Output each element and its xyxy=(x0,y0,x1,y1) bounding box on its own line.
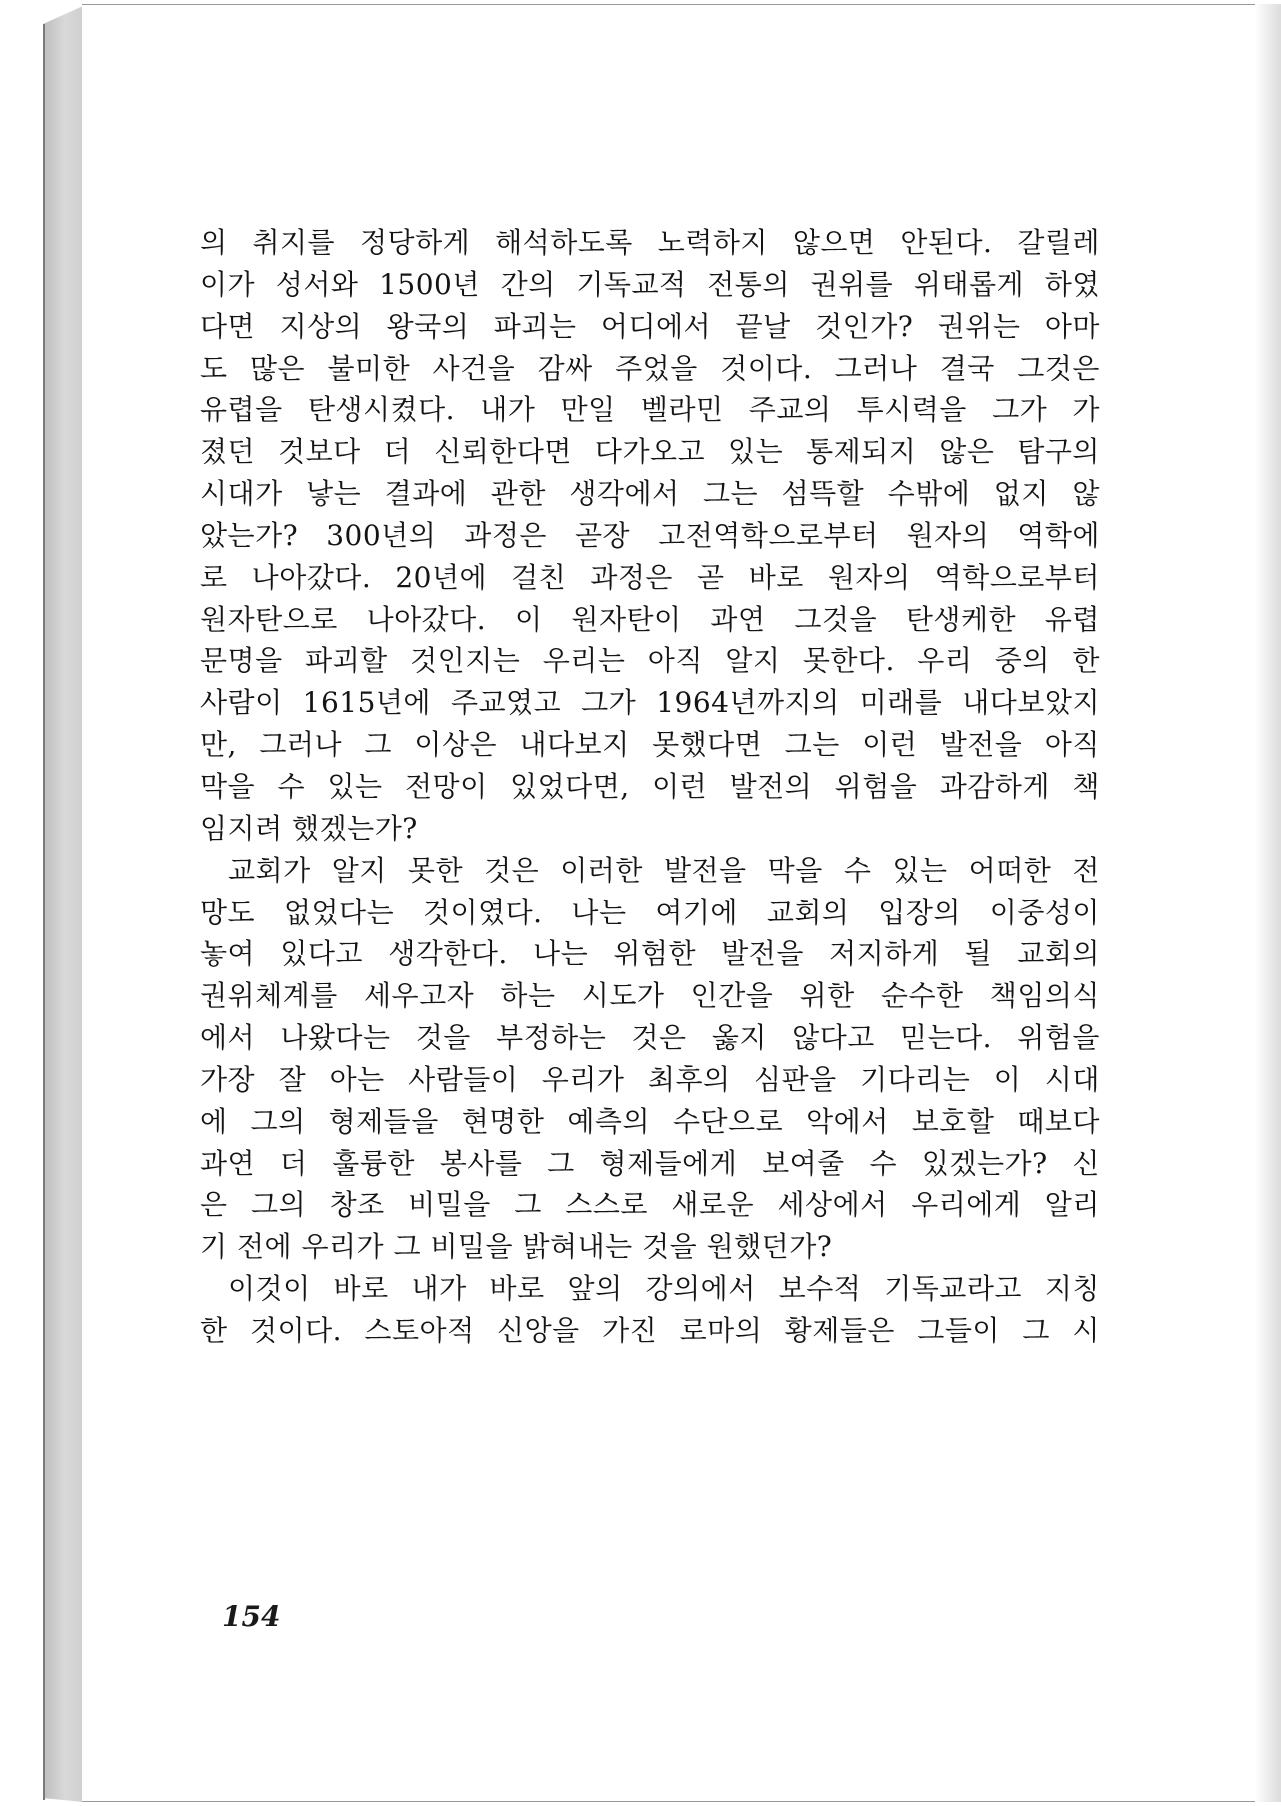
word: 것은 xyxy=(484,853,540,887)
word: 더 xyxy=(383,435,412,469)
word: 이상은 xyxy=(414,728,498,762)
word: 위험을 xyxy=(1017,1021,1100,1055)
word: 알지 xyxy=(725,644,781,678)
word: 결과에 xyxy=(384,477,468,511)
word: 전 xyxy=(1072,853,1100,887)
word: 주교의 xyxy=(748,393,832,427)
word: 신뢰한다면 xyxy=(434,435,572,469)
word: 전통의 xyxy=(707,267,790,301)
page-edge-shadow xyxy=(1255,4,1281,1802)
word: 그 xyxy=(514,1188,542,1222)
word: 것이다. xyxy=(249,1313,343,1347)
word: 비밀을 xyxy=(408,1188,491,1222)
word: 책 xyxy=(1072,769,1100,803)
word: 않 xyxy=(1072,477,1100,511)
text-line xyxy=(200,1059,1100,1101)
word: 전망이 xyxy=(405,769,488,803)
word: 내다보았지 xyxy=(962,686,1100,720)
word: 창조 xyxy=(329,1188,385,1222)
word: 알지 xyxy=(331,853,387,887)
word: 예측의 xyxy=(567,1104,650,1138)
word: 은 xyxy=(200,1188,228,1222)
word: 결국 xyxy=(939,351,995,385)
word: 여기에 xyxy=(655,895,738,929)
word: 못했다면 xyxy=(652,728,763,762)
word: 원자의 xyxy=(906,518,990,552)
word: 기다리는 xyxy=(860,1062,971,1096)
word: 나아갔다. xyxy=(251,560,372,594)
text-line xyxy=(200,473,1100,515)
word: 만, xyxy=(200,728,237,762)
word: 막을 xyxy=(767,853,823,887)
word: 위험을 xyxy=(834,769,918,803)
word: 내다보지 xyxy=(519,728,630,762)
word: 교회가 xyxy=(228,853,311,887)
word: 그 xyxy=(1022,1313,1050,1347)
word: 유렵을 xyxy=(200,393,283,427)
word: 시대가 xyxy=(200,477,283,511)
text-line xyxy=(200,1184,1100,1226)
text-line xyxy=(200,1268,1100,1310)
word: 바로 xyxy=(489,1272,545,1306)
word: 없었다는 xyxy=(283,895,395,929)
word: 나아갔다. xyxy=(366,602,487,636)
word: 순수한 xyxy=(880,979,964,1013)
word: 그들이 xyxy=(917,1313,1000,1347)
word: 다가오고 xyxy=(594,435,706,469)
word: 역학에 xyxy=(1017,518,1100,552)
word: 노력하지 xyxy=(657,226,768,259)
word: 가장 xyxy=(200,1062,256,1096)
word: 어디에서 xyxy=(600,309,712,343)
word: 취지를 xyxy=(252,226,336,259)
word: 하였 xyxy=(1044,267,1100,301)
word: 불미한 xyxy=(327,351,411,385)
word: 스토아적 xyxy=(364,1313,475,1347)
word: 아직 xyxy=(1044,728,1100,762)
text-line: 기 전에 우리가 그 비밀을 밝혀내는 것을 원했던가? xyxy=(200,1230,833,1264)
word: 교회의 xyxy=(766,895,850,929)
word: 이 xyxy=(515,602,543,636)
word: 위태롭게 xyxy=(913,267,1025,301)
text-line xyxy=(200,850,1100,892)
word: 탐구의 xyxy=(1017,435,1100,469)
word: 지칭 xyxy=(1044,1272,1100,1306)
word: 이런 xyxy=(862,728,918,762)
word: 않은 xyxy=(939,435,995,469)
word: 정당하게 xyxy=(360,226,471,259)
page-number: 154 xyxy=(222,1600,281,1633)
word: 입장의 xyxy=(878,895,961,929)
word: 다면 xyxy=(200,309,256,343)
word: 그는 xyxy=(784,728,840,762)
word: 벨라민 xyxy=(640,393,724,427)
word: 잘 xyxy=(278,1062,307,1096)
word: 형제들에게 xyxy=(599,1146,738,1180)
word: 기독교적 xyxy=(576,267,687,301)
word: 그러나 xyxy=(834,351,918,385)
word: 그는 xyxy=(703,477,759,511)
word: 섬뜩할 xyxy=(781,477,865,511)
word: 300년의 xyxy=(326,518,437,552)
word: 우리 xyxy=(917,644,973,678)
word: 보여줄 xyxy=(762,1146,845,1180)
word: 권위체계를 xyxy=(200,979,338,1013)
word: 그것을 xyxy=(794,602,878,636)
word: 1615년에 xyxy=(302,686,431,720)
word: 없지 xyxy=(993,477,1049,511)
word: 세상에서 xyxy=(777,1188,888,1222)
word: 수 xyxy=(869,1146,898,1180)
word: 이가 xyxy=(200,267,256,301)
word: 에 xyxy=(200,1104,228,1138)
word: 에서 xyxy=(200,1021,256,1055)
word: 주었을 xyxy=(615,351,698,385)
word: 더 xyxy=(279,1146,308,1180)
word: 원자탄이 xyxy=(571,602,682,636)
word: 하는 xyxy=(500,979,556,1013)
word: 성서와 xyxy=(275,267,359,301)
word: 의 xyxy=(200,226,228,259)
word: 사람들이 xyxy=(408,1062,519,1096)
word: 낳는 xyxy=(306,477,362,511)
word: 않다고 xyxy=(792,1021,875,1055)
word: 고전역학으로부터 xyxy=(658,518,879,552)
word: 원자탄으로 xyxy=(200,602,338,636)
word: 권위는 xyxy=(937,309,1021,343)
word: 놓여 xyxy=(200,937,256,971)
word: 아는 xyxy=(329,1062,385,1096)
word: 생각한다. xyxy=(388,937,508,971)
word: 내가 xyxy=(411,1272,467,1306)
word: 옳지 xyxy=(711,1021,767,1055)
text-line xyxy=(200,1143,1100,1185)
word: 그의 xyxy=(250,1104,306,1138)
word: 위한 xyxy=(799,979,855,1013)
word: 그것은 xyxy=(1017,351,1100,385)
word: 발전을 xyxy=(939,728,1023,762)
word: 저지하게 xyxy=(829,937,940,971)
text-line xyxy=(200,1310,1100,1352)
word: 관한 xyxy=(490,477,546,511)
text-line xyxy=(200,348,1100,390)
word: 이중성이 xyxy=(989,895,1100,929)
word: 그 xyxy=(364,728,392,762)
word: 알리 xyxy=(1044,1188,1100,1222)
word: 과정은 xyxy=(590,560,673,594)
word: 봉사를 xyxy=(439,1146,523,1180)
text-line xyxy=(200,640,1100,682)
text-line xyxy=(200,264,1100,306)
word: 않으면 xyxy=(792,226,876,259)
word: 문명을 xyxy=(200,644,283,678)
word: 기독교라고 xyxy=(884,1272,1022,1306)
text-line xyxy=(200,766,1100,808)
word: 로 xyxy=(200,560,228,594)
word: 도 xyxy=(200,351,228,385)
word: 곧장 xyxy=(575,518,631,552)
word: 이것이 xyxy=(228,1272,311,1306)
word: 그러나 xyxy=(259,728,343,762)
word: 졌던 xyxy=(200,435,256,469)
word: 걸친 xyxy=(511,560,567,594)
word: 사건을 xyxy=(432,351,516,385)
word: 인간을 xyxy=(690,979,774,1013)
word: 악에서 xyxy=(806,1104,889,1138)
word: 세우고자 xyxy=(363,979,475,1013)
word: 시대 xyxy=(1044,1062,1100,1096)
word: 망도 xyxy=(200,895,256,929)
text-line xyxy=(200,933,1100,975)
word: 최후의 xyxy=(647,1062,731,1096)
text-line xyxy=(200,975,1100,1017)
word: 책임의식 xyxy=(989,979,1100,1013)
word: 것이다. xyxy=(720,351,813,385)
word: 중의 xyxy=(994,644,1050,678)
text-line xyxy=(200,557,1100,599)
text-line xyxy=(200,682,1100,724)
word: 위험한 xyxy=(613,937,696,971)
word: 가 xyxy=(1072,393,1100,427)
word: 발전을 xyxy=(721,937,804,971)
word: 새로운 xyxy=(671,1188,755,1222)
text-line xyxy=(200,1101,1100,1143)
word: 스스로 xyxy=(565,1188,648,1222)
word: 이 xyxy=(993,1062,1022,1096)
word: 신 xyxy=(1072,1146,1100,1180)
text-line xyxy=(200,222,1100,264)
word: 바로 xyxy=(748,560,804,594)
word: 있었다면, xyxy=(510,769,630,803)
word: 지상의 xyxy=(279,309,363,343)
word: 았는가? xyxy=(200,518,299,552)
text-line xyxy=(200,431,1100,473)
text-line xyxy=(200,306,1100,348)
word: 아마 xyxy=(1044,309,1100,343)
word: 그 xyxy=(547,1146,575,1180)
word: 원자의 xyxy=(827,560,911,594)
word: 훌륭한 xyxy=(332,1146,415,1180)
word: 과연 xyxy=(710,602,766,636)
word: 감싸 xyxy=(537,351,593,385)
word: 바로 xyxy=(333,1272,389,1306)
word: 많은 xyxy=(249,351,306,385)
word: 곧 xyxy=(697,560,725,594)
word: 것은 xyxy=(631,1021,687,1055)
word: 주교였고 xyxy=(450,686,562,720)
word: 만일 xyxy=(560,393,616,427)
word: 있는 xyxy=(892,853,948,887)
word: 1964년까지의 xyxy=(656,686,840,720)
word: 이런 xyxy=(652,769,708,803)
text-line xyxy=(200,599,1100,641)
word: 과정은 xyxy=(464,518,547,552)
word: 왕국의 xyxy=(386,309,470,343)
word: 못한 xyxy=(407,853,463,887)
text-line xyxy=(200,724,1100,766)
text-line xyxy=(200,1017,1100,1059)
word: 신앙을 xyxy=(497,1313,580,1347)
word: 막을 xyxy=(200,769,256,803)
word: 될 xyxy=(964,937,993,971)
word: 과연 xyxy=(200,1146,256,1180)
word: 이러한 xyxy=(560,853,643,887)
word: 끝날 xyxy=(735,309,791,343)
word: 보호할 xyxy=(911,1104,995,1138)
word: 때보다 xyxy=(1017,1104,1100,1138)
word: 역학으로부터 xyxy=(934,560,1100,594)
word: 앞의 xyxy=(567,1272,623,1306)
word: 20년에 xyxy=(395,560,488,594)
text-line xyxy=(200,515,1100,557)
word: 미래를 xyxy=(859,686,943,720)
word: 과감하게 xyxy=(939,769,1050,803)
word: 파괴할 xyxy=(305,644,388,678)
text-line xyxy=(200,389,1100,431)
spine-edge xyxy=(43,24,45,1800)
word: 있겠는가? xyxy=(921,1146,1048,1180)
word: 그의 xyxy=(251,1188,307,1222)
word: 아직 xyxy=(647,644,703,678)
word: 형제들을 xyxy=(328,1104,439,1138)
word: 있는 xyxy=(728,435,784,469)
word: 발전의 xyxy=(729,769,813,803)
word: 심판을 xyxy=(754,1062,837,1096)
word: 것이였다. xyxy=(422,895,543,929)
word: 우리는 xyxy=(542,644,626,678)
word: 나왔다는 xyxy=(280,1021,391,1055)
word: 가진 xyxy=(602,1313,658,1347)
word: 강의에서 xyxy=(645,1272,756,1306)
word: 현명한 xyxy=(461,1104,545,1138)
word: 그가 xyxy=(581,686,637,720)
word: 권위를 xyxy=(810,267,894,301)
word: 1500년 xyxy=(379,267,480,301)
word: 시 xyxy=(1072,1313,1100,1347)
word: 어떠한 xyxy=(968,853,1052,887)
word: 통제되지 xyxy=(806,435,917,469)
text-line: 임지려 했겠는가? xyxy=(200,811,418,845)
word: 한 xyxy=(200,1313,228,1347)
word: 수단으로 xyxy=(672,1104,784,1138)
word: 생각에서 xyxy=(569,477,680,511)
word: 안된다. xyxy=(900,226,993,259)
word: 것보다 xyxy=(278,435,361,469)
word: 보수적 xyxy=(778,1272,862,1306)
word: 시도가 xyxy=(581,979,665,1013)
word: 갈릴레 xyxy=(1017,226,1100,259)
word: 해석하도록 xyxy=(495,226,633,259)
word: 사람이 xyxy=(200,686,283,720)
body-text xyxy=(200,222,1100,1352)
word: 우리에게 xyxy=(911,1188,1022,1222)
word: 황제들은 xyxy=(784,1313,895,1347)
word: 간의 xyxy=(500,267,556,301)
word: 내가 xyxy=(480,393,536,427)
word: 투시력을 xyxy=(856,393,967,427)
word: 그가 xyxy=(992,393,1048,427)
word: 있는 xyxy=(327,769,383,803)
word: 부정하는 xyxy=(496,1021,607,1055)
word: 로마의 xyxy=(679,1313,763,1347)
word: 못한다. xyxy=(802,644,895,678)
word: 파괴는 xyxy=(493,309,577,343)
word: 유렵 xyxy=(1044,602,1100,636)
word: 수 xyxy=(277,769,306,803)
word: 교회의 xyxy=(1017,937,1100,971)
book-spine xyxy=(43,6,83,1802)
word: 탄생케한 xyxy=(905,602,1017,636)
word: 수밖에 xyxy=(887,477,971,511)
word: 탄생시켰다. xyxy=(307,393,456,427)
word: 것인가? xyxy=(815,309,914,343)
word: 한 xyxy=(1072,644,1100,678)
word: 믿는다. xyxy=(900,1021,993,1055)
word: 것을 xyxy=(415,1021,471,1055)
word: 것인지는 xyxy=(410,644,521,678)
word: 나는 xyxy=(533,937,589,971)
word: 발전을 xyxy=(663,853,747,887)
word: 우리가 xyxy=(541,1062,625,1096)
word: 수 xyxy=(843,853,872,887)
text-line xyxy=(200,892,1100,934)
word: 있다고 xyxy=(280,937,363,971)
word: 나는 xyxy=(571,895,627,929)
